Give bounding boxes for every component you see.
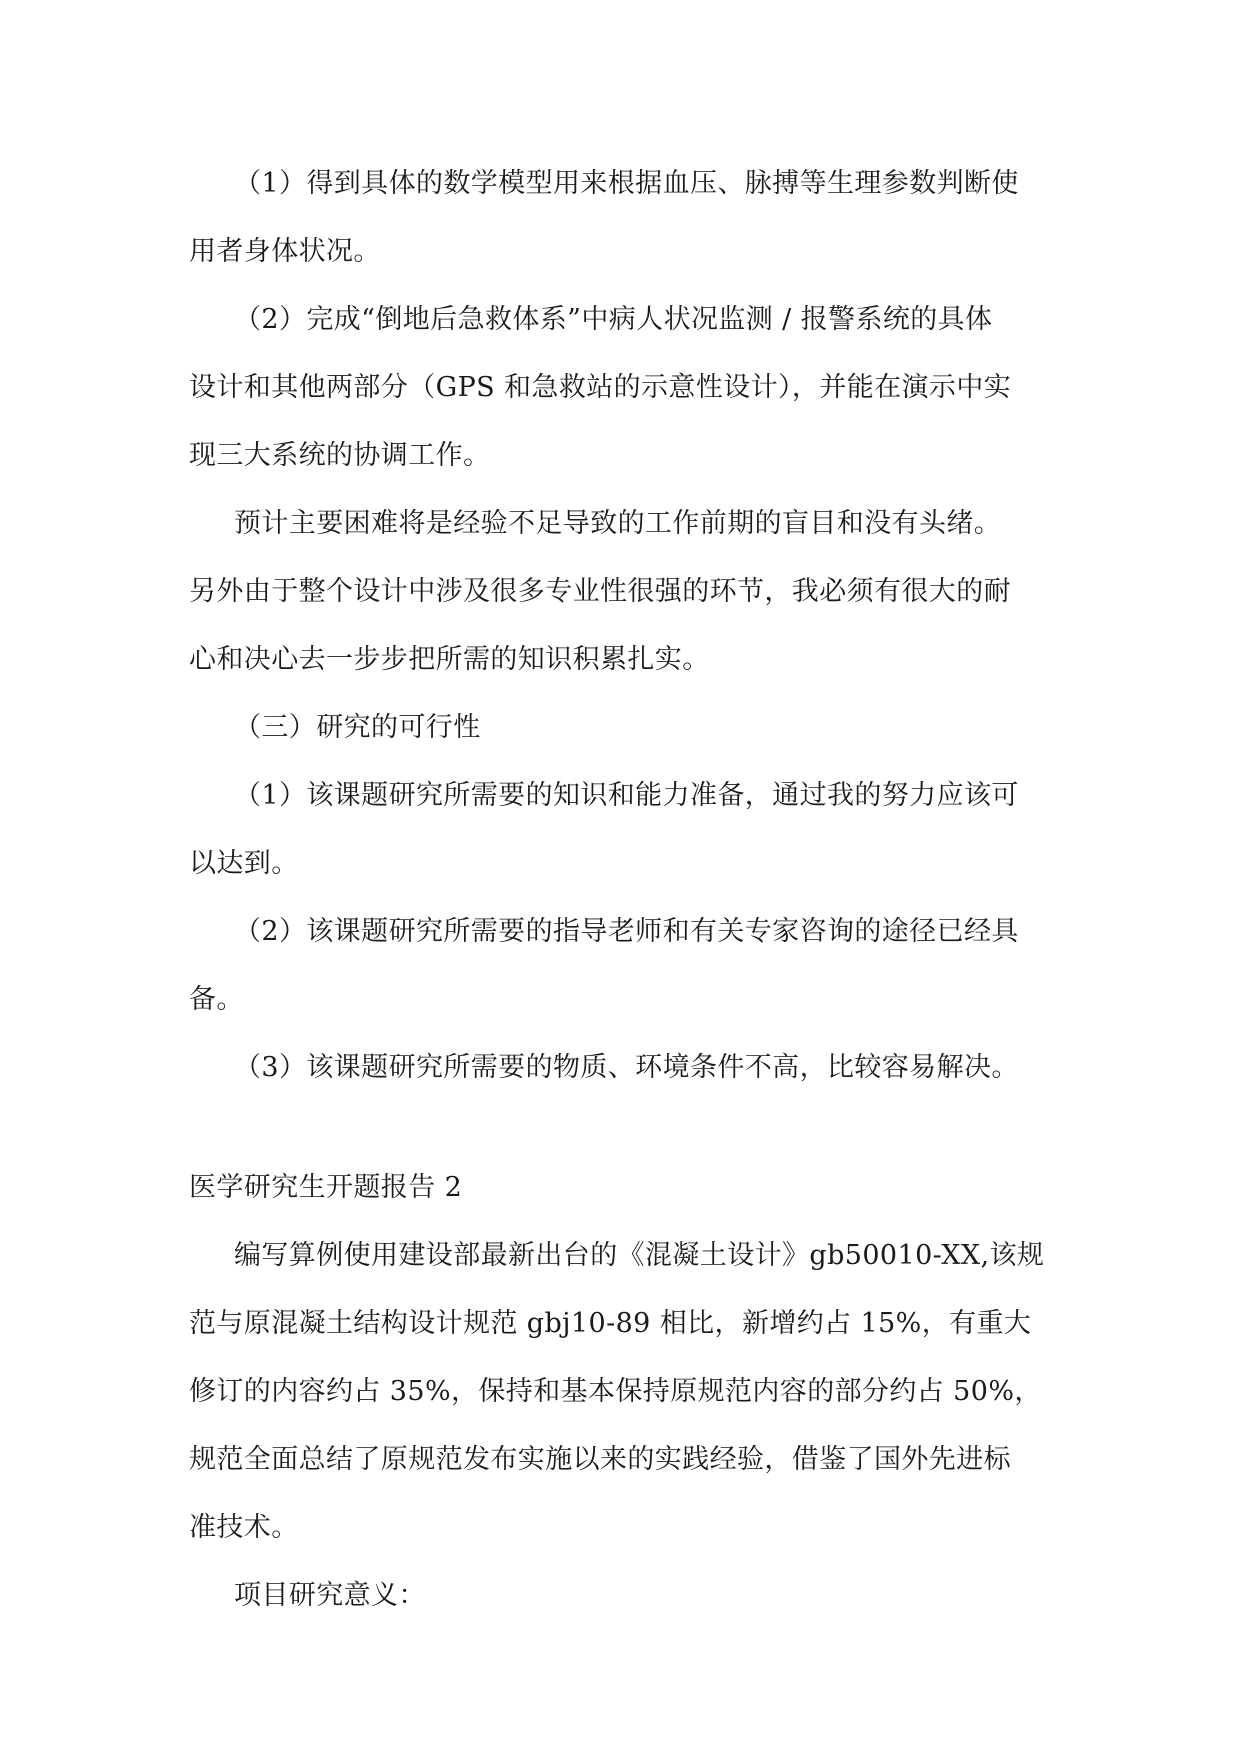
paragraph-line: 编写算例使用建设部最新出台的《混凝土设计》gb50010-XX,该规 [234, 1240, 1045, 1271]
paragraph-line: 另外由于整个设计中涉及很多专业性很强的环节，我必须有很大的耐 [189, 576, 1011, 607]
paragraph-line: 规范全面总结了原规范发布实施以来的实践经验，借鉴了国外先进标 [189, 1444, 1011, 1475]
paragraph-line: （1）该课题研究所需要的知识和能力准备，通过我的努力应该可 [234, 780, 1019, 811]
paragraph-line: 准技术。 [189, 1512, 299, 1543]
paragraph-line: 预计主要困难将是经验不足导致的工作前期的盲目和没有头绪。 [234, 508, 1002, 539]
paragraph-line: 设计和其他两部分（GPS 和急救站的示意性设计），并能在演示中实 [189, 372, 1012, 403]
paragraph-line: 用者身体状况。 [189, 236, 381, 267]
report-title: 医学研究生开题报告 2 [189, 1172, 463, 1203]
section-heading: 项目研究意义： [234, 1580, 426, 1611]
paragraph-line: 现三大系统的协调工作。 [189, 440, 491, 471]
paragraph-line: （2）完成“倒地后急救体系”中病人状况监测 / 报警系统的具体 [234, 304, 993, 335]
paragraph-line: （1）得到具体的数学模型用来根据血压、脉搏等生理参数判断使 [234, 168, 1019, 199]
section-heading: （三）研究的可行性 [234, 712, 481, 743]
paragraph-line: 修订的内容约占 35%，保持和基本保持原规范内容的部分约占 50%， [189, 1376, 1042, 1407]
paragraph-line: （3）该课题研究所需要的物质、环境条件不高，比较容易解决。 [234, 1052, 1019, 1083]
paragraph-line: 备。 [189, 984, 244, 1015]
paragraph-line: 以达到。 [189, 848, 299, 879]
paragraph-line: 心和决心去一步步把所需的知识积累扎实。 [189, 644, 710, 675]
paragraph-line: （2）该课题研究所需要的指导老师和有关专家咨询的途径已经具 [234, 916, 1019, 947]
paragraph-line: 范与原混凝土结构设计规范 gbj10-89 相比，新增约占 15%，有重大 [189, 1308, 1032, 1339]
